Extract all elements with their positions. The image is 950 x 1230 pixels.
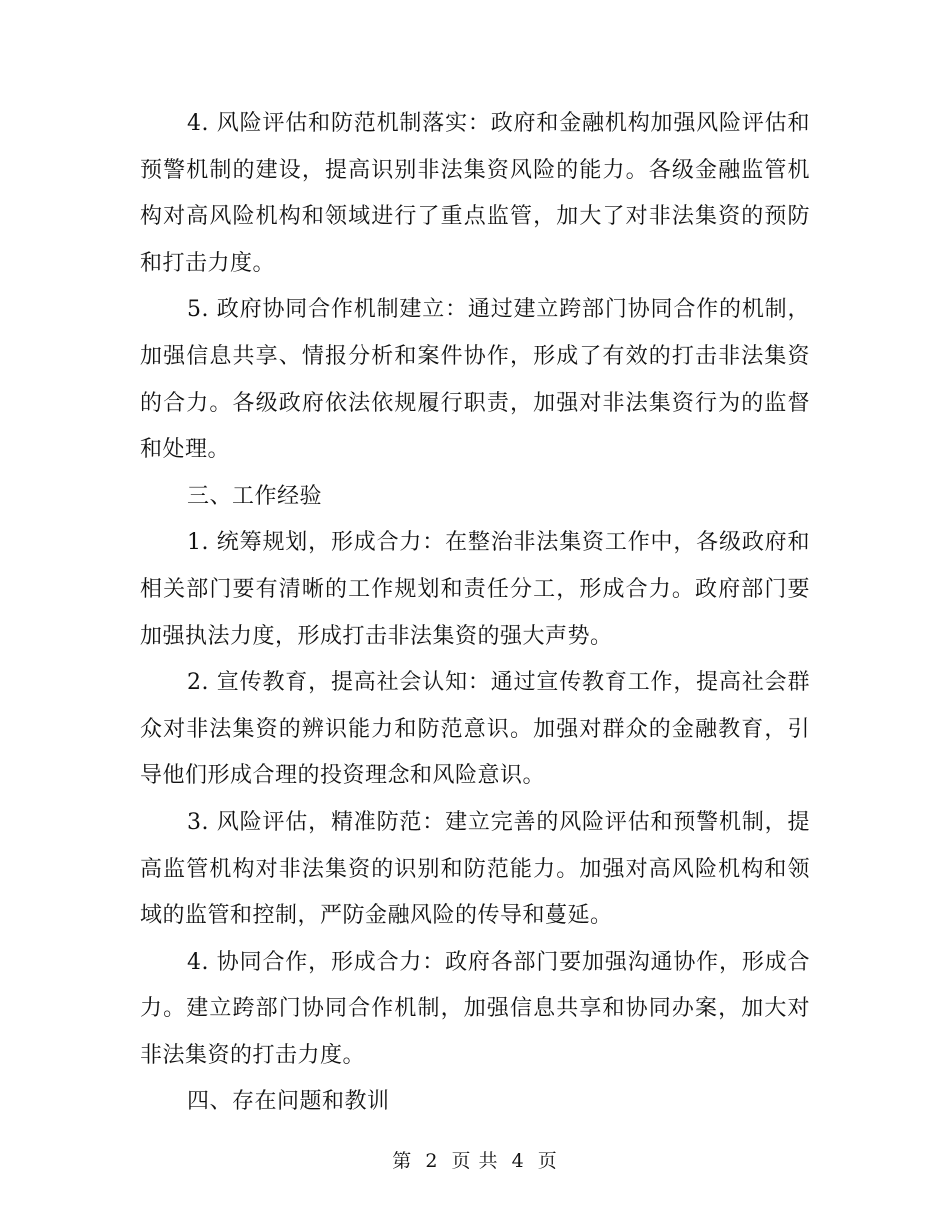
- paragraph-risk-assessment: 4. 风险评估和防范机制落实：政府和金融机构加强风险评估和预警机制的建设，提高识别非法集资风险的能力。各级金融监管机构对高风险机构和领域进行了重点监管，加大了对非法集资的预防和打击力度。: [140, 111, 810, 276]
- footer-total-pages: 4: [511, 1150, 525, 1172]
- paragraph-experience-risk: 3. 风险评估，精准防范：建立完善的风险评估和预警机制，提高监管机构对非法集资的识别和防范能力。加强对高风险机构和领域的监管和控制，严防金融风险的传导和蔓延。: [140, 809, 810, 929]
- footer-middle: 页 共: [451, 1150, 499, 1172]
- section-heading-problems: 四、存在问题和教训: [187, 1089, 390, 1115]
- paragraph-experience-education: 2. 宣传教育，提高社会认知：通过宣传教育工作，提高社会群众对非法集资的辨识能力和防范意识。加强对群众的金融教育，引导他们形成合理的投资理念和风险意识。: [140, 670, 810, 789]
- paragraph-experience-cooperation: 4. 协同合作，形成合力：政府各部门要加强沟通协作，形成合力。建立跨部门协同合作机制，加强信息共享和协同办案，加大对非法集资的打击力度。: [140, 949, 810, 1068]
- footer-suffix: 页: [537, 1150, 558, 1172]
- footer-prefix: 第: [392, 1150, 413, 1172]
- section-heading-work-experience: 三、工作经验: [187, 483, 323, 509]
- footer-page-number: 2: [425, 1150, 439, 1172]
- page-footer: [0, 1146, 950, 1173]
- paragraph-cooperation-mechanism: 5. 政府协同合作机制建立：通过建立跨部门协同合作的机制，加强信息共享、情报分析和案件协作，形成了有效的打击非法集资的合力。各级政府依法依规履行职责，加强对非法集资行为的监督和处理。: [140, 297, 810, 463]
- document-body: [140, 101, 810, 1126]
- paragraph-experience-planning: 1. 统筹规划，形成合力：在整治非法集资工作中，各级政府和相关部门要有清晰的工作规划和责任分工，形成合力。政府部门要加强执法力度，形成打击非法集资的强大声势。: [140, 530, 810, 649]
